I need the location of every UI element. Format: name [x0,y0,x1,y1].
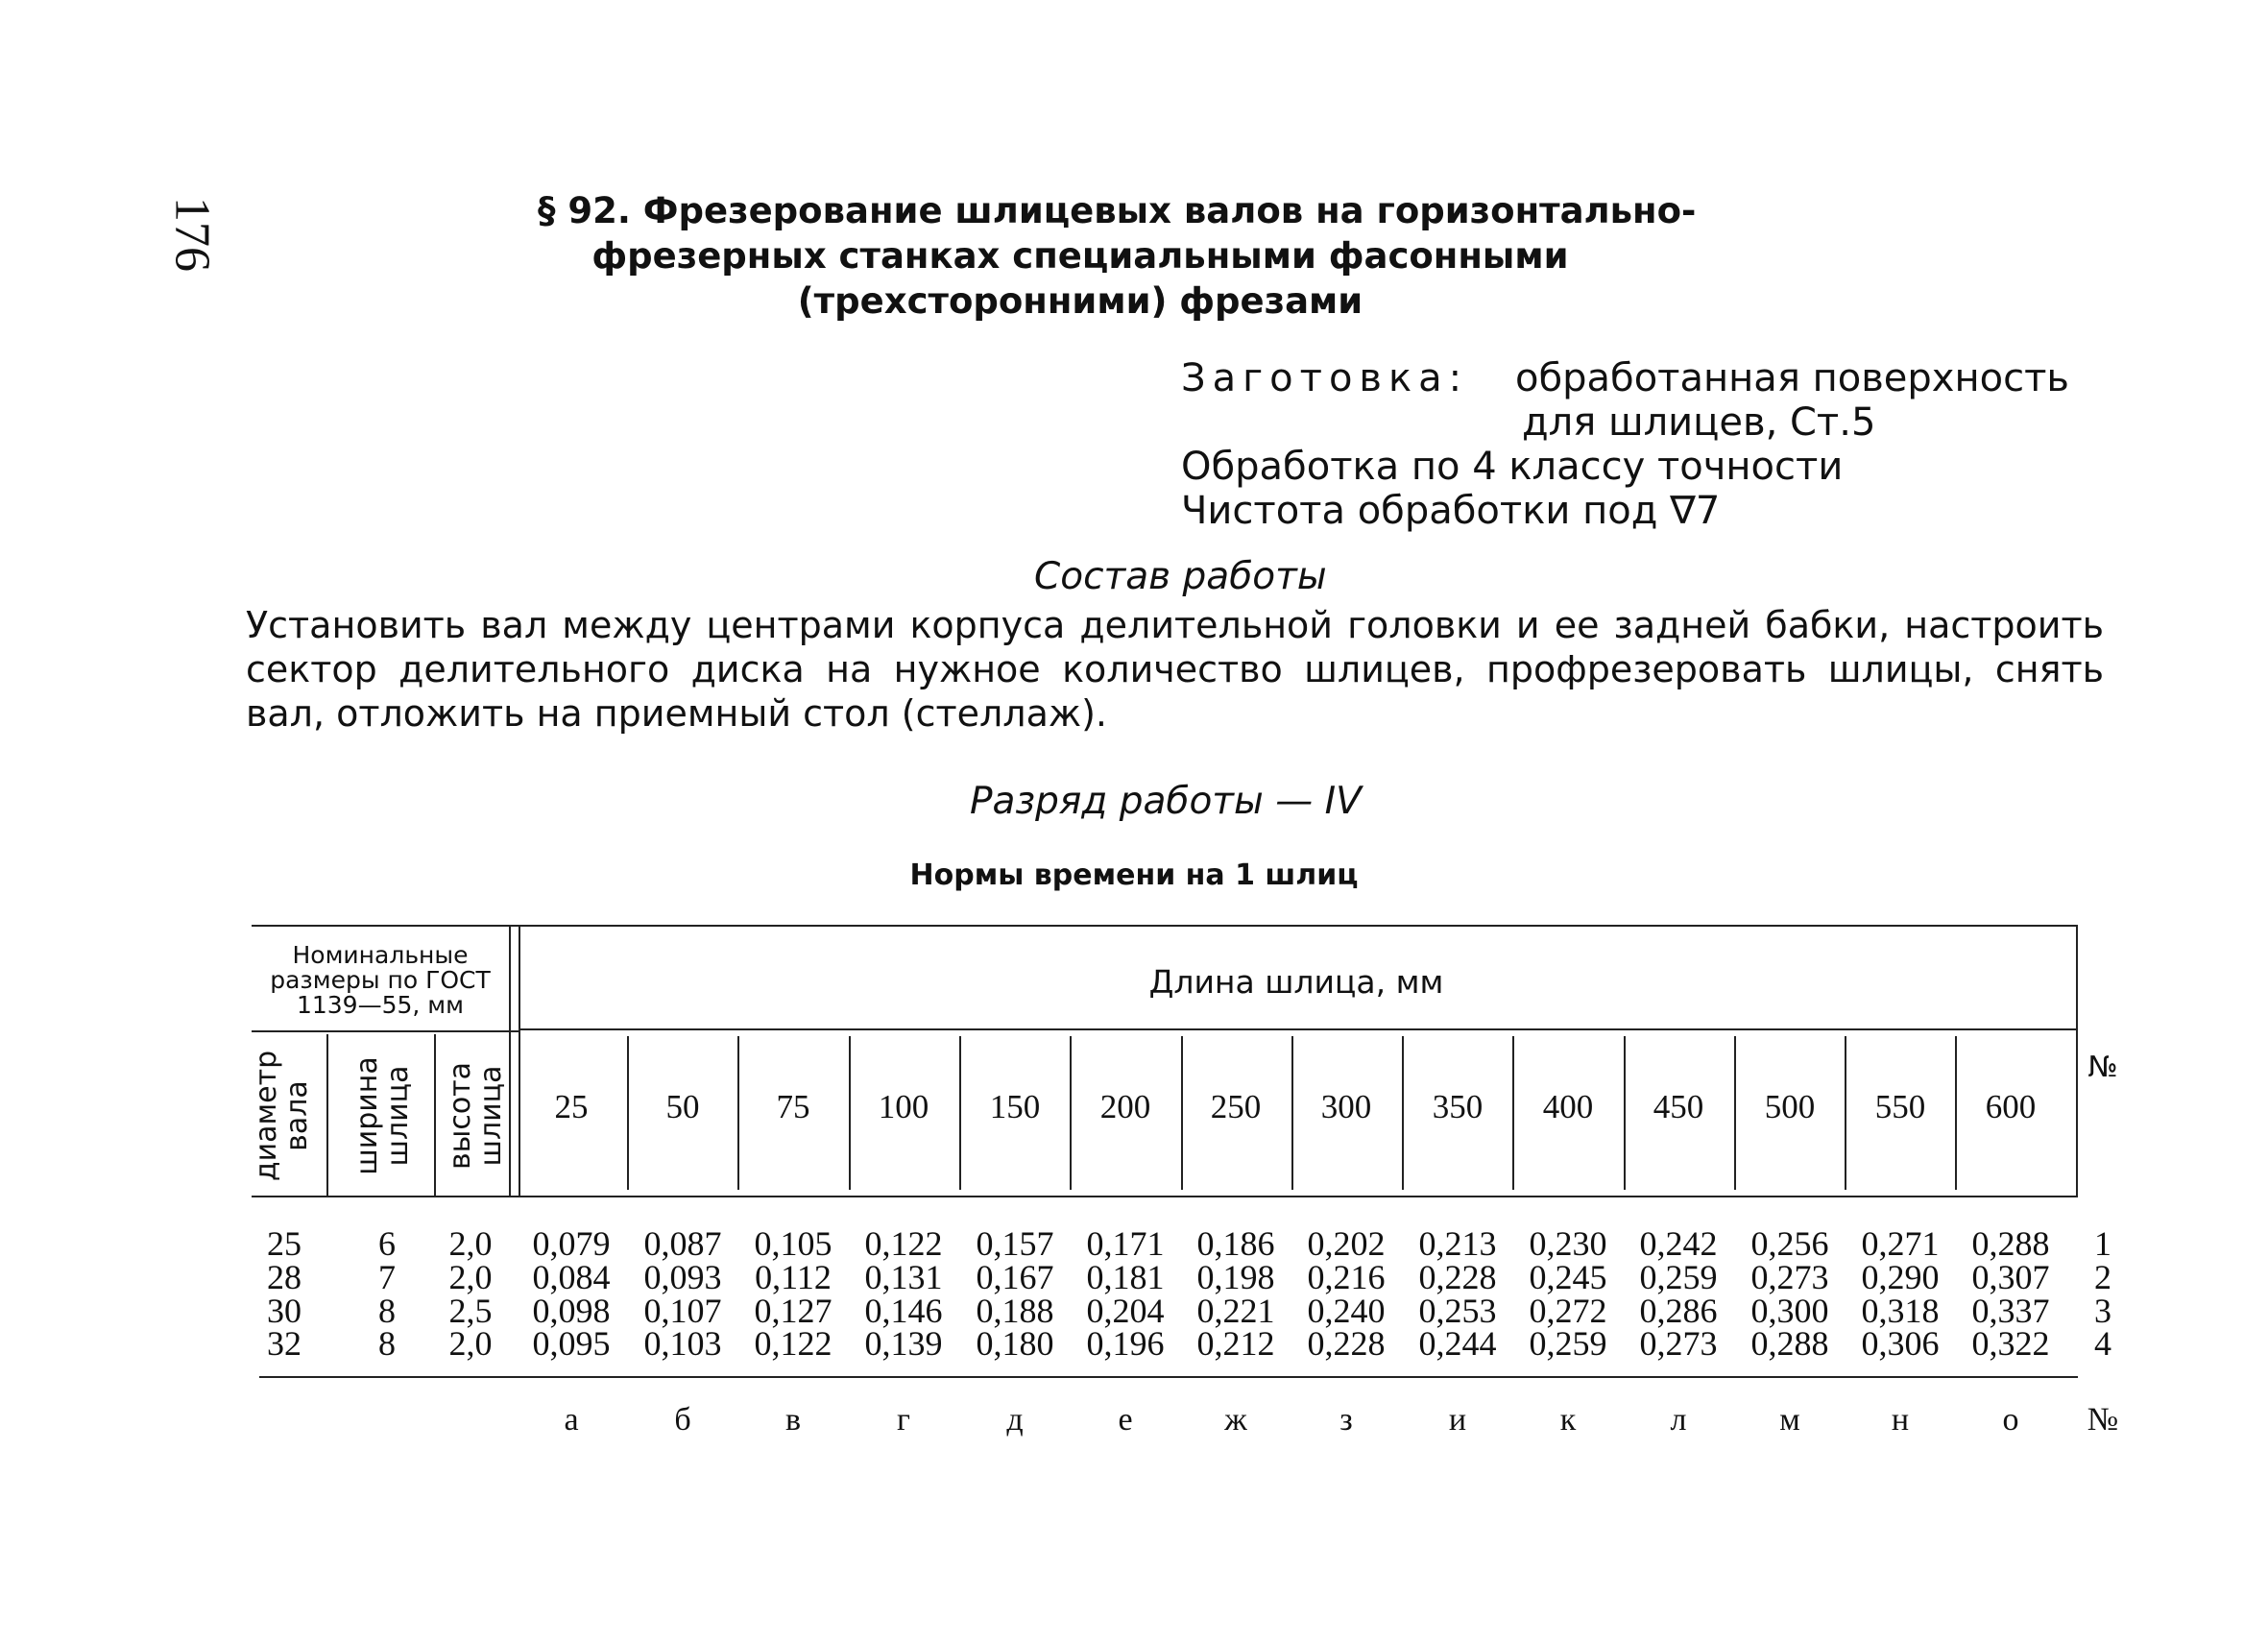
nominal-sizes-header-line-3: 1139—55, мм [296,991,465,1019]
spline-width-header-line-2: шлица [381,1065,415,1167]
length-heading-450: 450 [1653,1088,1704,1125]
length-heading-75: 75 [776,1088,810,1125]
time-norm-cell: 0,228 [1307,1324,1386,1363]
time-norm-cell: 0,093 [643,1258,722,1296]
time-norm-cell: 0,181 [1086,1258,1165,1296]
time-norm-cell: 0,180 [976,1324,1054,1363]
title-line-3: (трехсторонними) фрезами [797,280,1363,322]
time-norm-cell: 0,095 [532,1324,611,1363]
spline-height-cell: 2,0 [448,1324,493,1363]
time-norm-cell: 0,240 [1307,1292,1386,1330]
column-letter-3: в [784,1402,802,1438]
time-norm-cell: 0,188 [976,1292,1054,1330]
number-header: № [2087,1051,2118,1084]
length-column-divider [737,1036,739,1190]
title-line-2: фрезерных станках специальными фасонными [591,235,1569,277]
time-norm-cell: 0,273 [1750,1258,1829,1296]
time-norm-cell: 0,204 [1086,1292,1165,1330]
time-norm-cell: 0,084 [532,1258,611,1296]
column-letter-1: а [564,1402,579,1438]
length-column-divider [959,1036,961,1190]
column-letter-12: м [1779,1402,1800,1438]
spline-height-header [446,1062,507,1170]
spline-height-cell: 2,0 [448,1224,493,1263]
time-norm-cell: 0,122 [864,1224,943,1263]
page-number: 176 [164,197,220,272]
length-heading-400: 400 [1542,1088,1594,1125]
time-norm-cell: 0,107 [643,1292,722,1330]
time-norm-cell: 0,242 [1639,1224,1718,1263]
time-norm-cell: 0,131 [864,1258,943,1296]
length-column-divider [1734,1036,1736,1190]
table-top-rule [252,925,2078,927]
time-norm-cell: 0,288 [1750,1324,1829,1363]
column-letter-11: л [1670,1402,1687,1438]
shaft-diameter-header-line-2: вала [280,1080,314,1151]
time-norm-cell: 0,256 [1750,1224,1829,1263]
row-number-cell: 2 [2094,1258,2111,1296]
length-column-divider [1181,1036,1183,1190]
length-column-divider [1624,1036,1626,1190]
length-column-divider [1512,1036,1514,1190]
length-column-divider [627,1036,629,1190]
table-caption: Нормы времени на 1 шлиц [909,858,1359,892]
blank-label: Заготовка: [1181,356,1469,400]
time-norm-cell: 0,300 [1750,1292,1829,1330]
spline-height-header-line-2: шлица [474,1065,508,1167]
time-norm-cell: 0,202 [1307,1224,1386,1263]
column-letter-13: н [1891,1402,1910,1438]
surface-finish: Чистота обработки под ∇7 [1181,489,1721,533]
length-header: Длина шлица, мм [1148,963,1444,1001]
time-norm-cell: 0,322 [1971,1324,2050,1363]
shaft-diameter-cell: 32 [267,1324,302,1363]
column-letter-4: г [897,1402,910,1438]
column-letter-9: и [1448,1402,1467,1438]
length-column-divider [1070,1036,1072,1190]
time-norm-cell: 0,253 [1418,1292,1497,1330]
work-grade: Разряд работы — IV [970,780,1362,823]
length-heading-50: 50 [665,1088,700,1125]
length-heading-250: 250 [1210,1088,1262,1125]
length-header-rule [519,1028,2078,1030]
shaft-diameter-cell: 25 [267,1224,302,1263]
time-norm-cell: 0,216 [1307,1258,1386,1296]
time-norm-cell: 0,098 [532,1292,611,1330]
time-norm-cell: 0,245 [1529,1258,1607,1296]
size-group-divider [509,925,511,1196]
diameter-column-divider [326,1034,328,1196]
spline-height-header-line-1: высота [444,1061,477,1171]
time-norm-cell: 0,337 [1971,1292,2050,1330]
spline-height-cell: 2,5 [448,1292,493,1330]
length-column-divider [1402,1036,1404,1190]
time-norm-cell: 0,290 [1861,1258,1940,1296]
spline-width-cell: 6 [378,1224,396,1263]
length-heading-500: 500 [1764,1088,1816,1125]
work-description: Установить вал между центрами корпуса делительной головки и ее задней бабки, настроить сектор делительного диска на нужное количество шлицев, профрезеровать шлицы, снять вал, отложить на приемный стол (стеллаж). [246,604,2104,735]
shaft-diameter-cell: 30 [267,1292,302,1330]
shaft-diameter-cell: 28 [267,1258,302,1296]
time-norm-cell: 0,212 [1196,1324,1275,1363]
nominal-sizes-header [252,943,509,1018]
time-norm-cell: 0,228 [1418,1258,1497,1296]
time-norm-cell: 0,122 [754,1324,832,1363]
column-letter-8: з [1339,1402,1353,1438]
length-heading-300: 300 [1320,1088,1372,1125]
spline-width-header [352,1056,414,1175]
spline-height-cell: 2,0 [448,1258,493,1296]
row-number-cell: 4 [2094,1324,2111,1363]
title-line-1: § 92. Фрезерование шлицевых валов на горизонтально- [538,190,1697,231]
length-heading-100: 100 [878,1088,929,1125]
column-letters-number: № [2087,1402,2119,1438]
time-norm-cell: 0,221 [1196,1292,1275,1330]
time-norm-cell: 0,307 [1971,1258,2050,1296]
column-letter-7: ж [1224,1402,1247,1438]
work-heading: Состав работы [1034,555,1327,598]
time-norm-cell: 0,213 [1418,1224,1497,1263]
time-norm-cell: 0,318 [1861,1292,1940,1330]
time-norm-cell: 0,112 [755,1258,832,1296]
row-number-cell: 3 [2094,1292,2111,1330]
time-norm-cell: 0,271 [1861,1224,1940,1263]
time-norm-cell: 0,127 [754,1292,832,1330]
spline-width-cell: 8 [378,1324,396,1363]
length-heading-25: 25 [554,1088,589,1125]
time-norm-cell: 0,286 [1639,1292,1718,1330]
time-norm-cell: 0,244 [1418,1324,1497,1363]
column-letter-2: б [674,1402,691,1438]
nominal-sizes-header-line-1: Номинальные [292,941,469,969]
time-norm-cell: 0,259 [1639,1258,1718,1296]
time-norm-cell: 0,273 [1639,1324,1718,1363]
time-norm-cell: 0,272 [1529,1292,1607,1330]
time-norm-cell: 0,196 [1086,1324,1165,1363]
blank-line-2: для шлицев, Ст.5 [1522,400,1876,445]
time-norm-cell: 0,288 [1971,1224,2050,1263]
shaft-diameter-header-line-1: диаметр [250,1050,283,1182]
length-column-divider [849,1036,851,1190]
blank-line-1: обработанная поверхность [1515,356,2069,400]
column-letter-10: к [1559,1402,1577,1438]
time-norm-cell: 0,103 [643,1324,722,1363]
length-heading-200: 200 [1099,1088,1151,1125]
accuracy-class: Обработка по 4 классу точности [1181,445,1844,489]
column-letter-5: д [1006,1402,1024,1438]
shaft-diameter-header [252,1051,313,1181]
header-bottom-rule [252,1196,2078,1197]
length-heading-150: 150 [989,1088,1041,1125]
time-norm-cell: 0,171 [1086,1224,1165,1263]
section-title [538,188,1697,324]
time-norm-cell: 0,259 [1529,1324,1607,1363]
length-heading-350: 350 [1432,1088,1484,1125]
length-heading-550: 550 [1874,1088,1926,1125]
spline-width-cell: 7 [378,1258,396,1296]
time-norm-cell: 0,146 [864,1292,943,1330]
time-norm-cell: 0,198 [1196,1258,1275,1296]
time-norm-cell: 0,087 [643,1224,722,1263]
length-column-divider [1955,1036,1957,1190]
time-norm-cell: 0,186 [1196,1224,1275,1263]
nominal-sizes-header-line-2: размеры по ГОСТ [270,966,491,994]
row-number-cell: 1 [2094,1224,2111,1263]
time-norm-cell: 0,139 [864,1324,943,1363]
group-header-rule [252,1030,519,1032]
length-column-divider [1291,1036,1293,1190]
time-norm-cell: 0,157 [976,1224,1054,1263]
width-column-divider [434,1034,436,1196]
time-norm-cell: 0,105 [754,1224,832,1263]
length-column-divider [1845,1036,1846,1190]
spline-width-cell: 8 [378,1292,396,1330]
column-letter-14: о [2002,1402,2019,1438]
time-norm-cell: 0,230 [1529,1224,1607,1263]
length-heading-600: 600 [1985,1088,2037,1125]
time-norm-cell: 0,306 [1861,1324,1940,1363]
time-norm-cell: 0,167 [976,1258,1054,1296]
column-letter-6: е [1118,1402,1133,1438]
spline-width-header-line-1: ширина [350,1056,384,1175]
table-bottom-rule [259,1376,2078,1378]
time-norm-cell: 0,079 [532,1224,611,1263]
